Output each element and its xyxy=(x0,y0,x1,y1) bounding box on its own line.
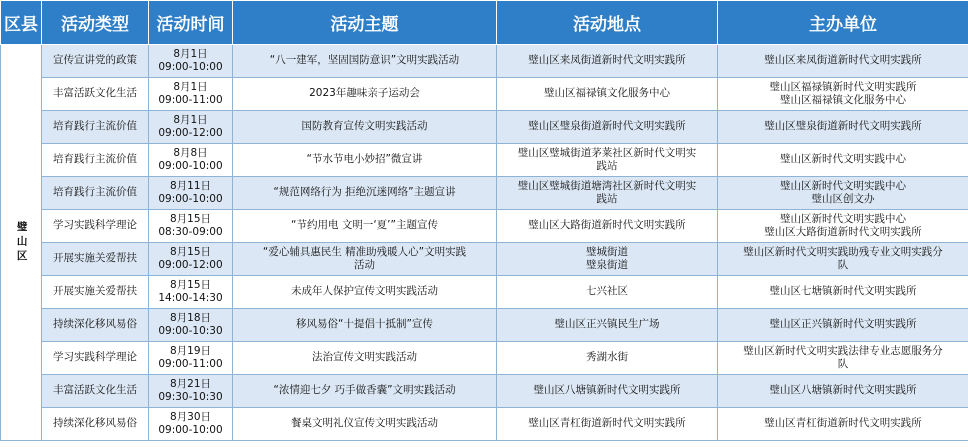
activity-date: 8月15日 xyxy=(169,245,212,258)
activity-time-cell xyxy=(149,375,233,408)
activity-date: 8月15日 xyxy=(169,278,212,291)
activity-time-cell xyxy=(149,177,233,210)
organizer-line: 璧山区创文办 xyxy=(811,193,875,205)
activity-date: 8月11日 xyxy=(169,179,212,192)
organizer-cell xyxy=(718,144,968,177)
activity-location-line: 璧山区八塘镇新时代文明实践所 xyxy=(533,384,681,397)
activity-date: 8月19日 xyxy=(169,344,212,357)
organizer-cell xyxy=(718,78,968,111)
activity-date: 8月1日 xyxy=(173,47,208,60)
activity-location-cell xyxy=(497,45,718,78)
header-activity-type: 活动类型 xyxy=(42,1,149,45)
activity-theme-line: “规范网络行为 拒绝沉迷网络”主题宣讲 xyxy=(273,186,456,199)
activity-theme-cell xyxy=(233,45,497,78)
activity-theme-line: 2023年趣味亲子运动会 xyxy=(309,87,420,100)
activity-theme-line: “节水节电小妙招”微宣讲 xyxy=(306,153,423,166)
activity-location-cell xyxy=(497,276,718,309)
organizer-cell xyxy=(718,309,968,342)
activity-time-cell xyxy=(149,45,233,78)
activity-type-cell: 培育践行主流价值 xyxy=(42,111,149,144)
activity-type-cell: 培育践行主流价值 xyxy=(42,177,149,210)
activity-date: 8月15日 xyxy=(169,212,212,225)
activity-location-cell xyxy=(497,111,718,144)
activity-location-line: 璧泉街道 xyxy=(586,259,628,271)
activity-theme-cell xyxy=(233,375,497,408)
activity-location-line: 璧山区来凤街道新时代文明实践所 xyxy=(528,54,686,67)
activity-type-cell: 宣传宣讲党的政策 xyxy=(42,45,149,78)
table-row xyxy=(1,342,968,375)
activity-location-cell xyxy=(497,78,718,111)
activity-type-cell: 丰富活跃文化生活 xyxy=(42,375,149,408)
organizer-line: 璧山区新时代文明实践中心 xyxy=(780,153,906,166)
organizer-line: 璧山区福禄镇新时代文明实践所 xyxy=(769,80,917,93)
activity-time-cell xyxy=(149,111,233,144)
organizer-line: 璧山区新时代文明实践法律专业志愿服务分 xyxy=(743,344,943,357)
activity-theme-line: 未成年人保护宣传文明实践活动 xyxy=(291,285,438,298)
activity-type-cell: 学习实践科学理论 xyxy=(42,210,149,243)
header-activity-location: 活动地点 xyxy=(497,1,718,45)
activity-time-cell xyxy=(149,276,233,309)
organizer-cell xyxy=(718,45,968,78)
activity-theme-line: “节约用电 文明一‘夏’”主题宣传 xyxy=(291,219,438,232)
organizer-line: 璧山区福禄镇文化服务中心 xyxy=(780,94,906,106)
activity-theme-cell xyxy=(233,210,497,243)
organizer-line: 璧山区新时代文明实践中心 xyxy=(780,179,906,192)
activity-location-line: 璧山区璧城街道塘湾社区新时代文明实 xyxy=(517,179,697,192)
activity-time-cell xyxy=(149,78,233,111)
organizer-line: 璧山区大路街道新时代文明实践所 xyxy=(764,226,922,238)
activity-theme-cell xyxy=(233,243,497,276)
organizer-line: 璧山区新时代文明实践中心 xyxy=(780,212,906,225)
activity-time-cell xyxy=(149,342,233,375)
table-row xyxy=(1,144,968,177)
activity-hours: 09:00-10:00 xyxy=(158,424,223,436)
activity-date: 8月21日 xyxy=(169,377,212,390)
table-row xyxy=(1,111,968,144)
activity-hours: 09:00-11:00 xyxy=(158,94,223,106)
activity-type-cell: 培育践行主流价值 xyxy=(42,144,149,177)
organizer-cell xyxy=(718,177,968,210)
activity-hours: 09:00-12:00 xyxy=(158,259,223,271)
organizer-cell xyxy=(718,210,968,243)
activity-location-line: 践站 xyxy=(596,193,618,205)
activity-time-cell xyxy=(149,243,233,276)
activity-date: 8月8日 xyxy=(173,146,208,159)
table-row xyxy=(1,309,968,342)
organizer-cell xyxy=(718,408,968,441)
activity-date: 8月30日 xyxy=(169,410,212,423)
activity-location-line: 璧山区璧城街道茅莱社区新时代文明实 xyxy=(517,146,697,159)
activity-hours: 09:00-10:00 xyxy=(158,61,223,73)
activity-theme-cell xyxy=(233,144,497,177)
activity-hours: 09:00-10:00 xyxy=(158,160,223,172)
activity-location-line: 璧山区青杠街道新时代文明实践所 xyxy=(528,417,686,430)
county-cell: 璧山区 xyxy=(1,45,42,441)
activity-theme-cell xyxy=(233,78,497,111)
activity-theme-line: “浓情迎七夕 巧手做香囊”文明实践活动 xyxy=(273,384,456,397)
activity-location-line: 七兴社区 xyxy=(586,285,628,298)
organizer-cell xyxy=(718,243,968,276)
table-row xyxy=(1,78,968,111)
activity-type-cell: 持续深化移风易俗 xyxy=(42,309,149,342)
activity-type-cell: 开展实施关爱帮扶 xyxy=(42,276,149,309)
activity-hours: 09:00-11:00 xyxy=(158,358,223,370)
activity-theme-cell xyxy=(233,408,497,441)
organizer-cell xyxy=(718,111,968,144)
activity-type-cell: 持续深化移风易俗 xyxy=(42,408,149,441)
activity-theme-cell xyxy=(233,309,497,342)
activity-location-line: 践站 xyxy=(596,160,618,172)
activity-date: 8月1日 xyxy=(173,113,208,126)
activity-hours: 09:30-10:30 xyxy=(158,391,223,403)
activity-theme-cell xyxy=(233,276,497,309)
activity-type-cell: 开展实施关爱帮扶 xyxy=(42,243,149,276)
activity-theme-line: 国防教育宣传文明实践活动 xyxy=(301,120,428,133)
activity-location-line: 秀湖水街 xyxy=(586,351,628,364)
table-body xyxy=(1,45,968,441)
activity-type-cell: 丰富活跃文化生活 xyxy=(42,78,149,111)
activity-theme-line: 活动 xyxy=(354,259,375,271)
activity-time-cell xyxy=(149,408,233,441)
table-row xyxy=(1,408,968,441)
organizer-line: 璧山区八塘镇新时代文明实践所 xyxy=(769,384,917,397)
activity-theme-line: 移风易俗“十提倡十抵制”宣传 xyxy=(296,318,433,331)
activity-date: 8月1日 xyxy=(173,80,208,93)
activity-hours: 14:00-14:30 xyxy=(158,292,223,304)
table-row xyxy=(1,177,968,210)
header-organizer: 主办单位 xyxy=(718,1,968,45)
activity-location-line: 璧山区璧泉街道新时代文明实践所 xyxy=(528,120,686,133)
organizer-line: 璧山区七塘镇新时代文明实践所 xyxy=(769,285,917,298)
organizer-line: 璧山区青杠街道新时代文明实践所 xyxy=(764,417,922,430)
activity-location-cell xyxy=(497,375,718,408)
activity-location-cell xyxy=(497,408,718,441)
activity-hours: 09:00-10:30 xyxy=(158,325,223,337)
activity-location-cell xyxy=(497,243,718,276)
organizer-line: 璧山区新时代文明实践助残专业文明实践分 xyxy=(743,245,943,258)
activity-location-line: 璧山区大路街道新时代文明实践所 xyxy=(528,219,686,232)
activity-location-cell xyxy=(497,342,718,375)
header-activity-time: 活动时间 xyxy=(149,1,233,45)
table-row xyxy=(1,375,968,408)
activity-date: 8月18日 xyxy=(169,311,212,324)
organizer-line: 队 xyxy=(837,358,849,370)
table-row xyxy=(1,243,968,276)
table-row xyxy=(1,276,968,309)
organizer-cell xyxy=(718,276,968,309)
activity-theme-cell xyxy=(233,342,497,375)
activity-hours: 09:00-12:00 xyxy=(158,127,223,139)
activity-theme-line: “八一建军，坚固国防意识”文明实践活动 xyxy=(269,54,460,67)
activity-theme-line: 法治宣传文明实践活动 xyxy=(312,351,417,364)
activity-time-cell xyxy=(149,309,233,342)
activity-location-line: 璧城街道 xyxy=(586,245,628,258)
header-row xyxy=(1,1,968,45)
activity-type-cell: 学习实践科学理论 xyxy=(42,342,149,375)
activity-location-line: 璧山区福禄镇文化服务中心 xyxy=(544,87,670,100)
activity-location-cell xyxy=(497,309,718,342)
organizer-line: 璧山区来凤街道新时代文明实践所 xyxy=(764,54,922,67)
organizer-line: 璧山区正兴镇新时代文明实践所 xyxy=(769,318,917,331)
header-activity-theme: 活动主题 xyxy=(233,1,497,45)
table-row xyxy=(1,45,968,78)
activity-theme-line: “爱心辅具惠民生 精准助残暖人心”文明实践 xyxy=(262,245,467,258)
activity-hours: 09:00-10:00 xyxy=(158,193,223,205)
activity-hours: 08:30-09:00 xyxy=(158,226,223,238)
organizer-cell xyxy=(718,375,968,408)
activity-location-cell xyxy=(497,144,718,177)
activity-theme-cell xyxy=(233,111,497,144)
activity-theme-cell xyxy=(233,177,497,210)
activity-location-line: 璧山区正兴镇民生广场 xyxy=(554,318,660,331)
organizer-cell xyxy=(718,342,968,375)
table-row xyxy=(1,210,968,243)
activity-theme-line: 餐桌文明礼仪宣传文明实践活动 xyxy=(291,417,438,430)
activity-time-cell xyxy=(149,210,233,243)
organizer-line: 队 xyxy=(837,259,849,271)
activity-time-cell xyxy=(149,144,233,177)
activity-location-cell xyxy=(497,177,718,210)
header-county: 区县 xyxy=(1,1,42,45)
activity-location-cell xyxy=(497,210,718,243)
organizer-line: 璧山区璧泉街道新时代文明实践所 xyxy=(764,120,922,133)
